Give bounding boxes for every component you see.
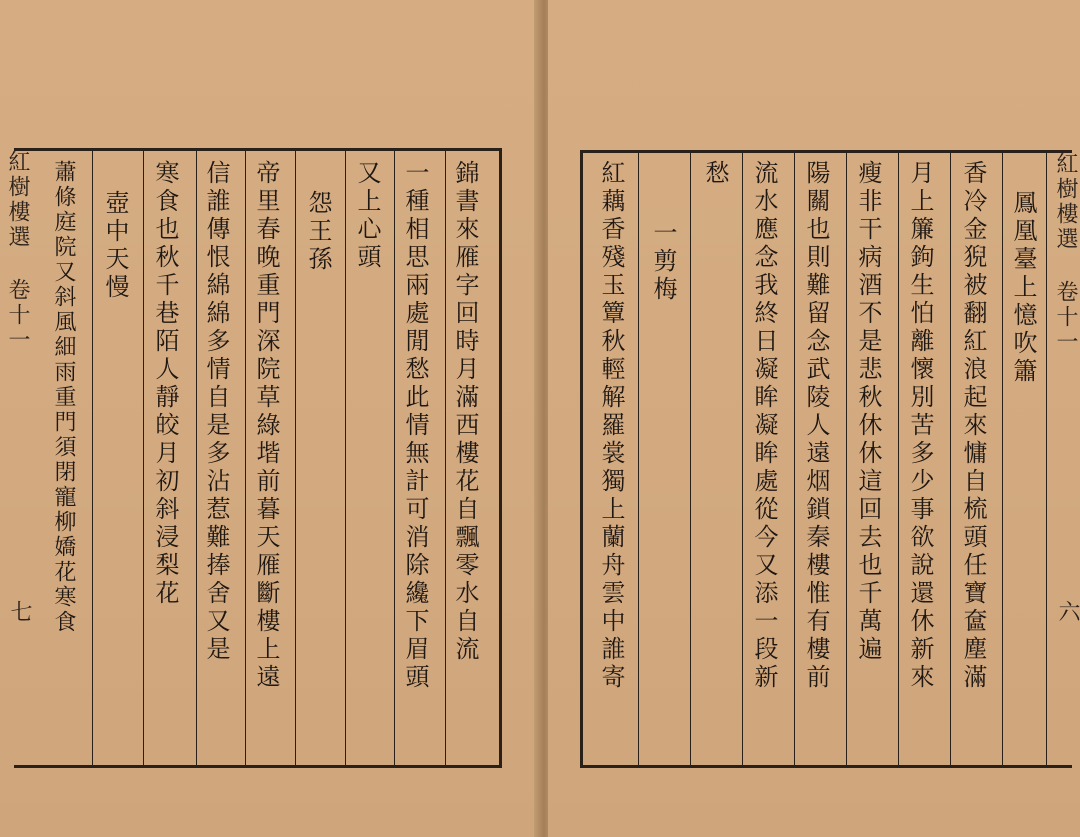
text-column: 愁 xyxy=(701,160,729,188)
column-rule xyxy=(950,153,951,765)
left-margin-title: 紅樹樓選 卷十一 xyxy=(5,150,30,353)
column-rule xyxy=(794,153,795,765)
column-rule xyxy=(638,153,639,765)
column-rule xyxy=(742,153,743,765)
column-rule xyxy=(898,153,899,765)
text-column: 蕭條庭院又斜風細雨重門須閉寵柳嬌花寒食 xyxy=(51,160,76,635)
text-column: 信誰傳恨綿綿多情自是多沾惹難捧舍又是 xyxy=(202,160,230,664)
column-rule xyxy=(196,150,197,766)
text-column: 紅藕香殘玉簟秋輕解羅裳獨上蘭舟雲中誰寄 xyxy=(597,160,625,692)
text-column: 寒食也秋千巷陌人靜皎月初斜浸梨花 xyxy=(151,160,179,608)
column-rule xyxy=(295,150,296,766)
column-rule xyxy=(1046,153,1047,765)
column-rule xyxy=(143,150,144,766)
text-column: 瘦非干病酒不是悲秋休休這回去也千萬遍 xyxy=(854,160,882,664)
poem-title: 鳳凰臺上憶吹簫 xyxy=(1009,190,1037,386)
column-rule xyxy=(690,153,691,765)
text-column: 又上心頭 xyxy=(353,160,381,272)
column-rule xyxy=(92,150,93,766)
column-rule xyxy=(1002,153,1003,765)
text-column: 流水應念我終日凝眸凝眸處從今又添一段新 xyxy=(750,160,778,692)
poem-title: 一剪梅 xyxy=(649,220,677,304)
text-column: 香冷金猊被翻紅浪起來慵自梳頭任寶奩塵滿 xyxy=(959,160,987,692)
text-column: 陽關也則難留念武陵人遠烟鎖秦樓惟有樓前 xyxy=(802,160,830,692)
right-margin-title: 紅樹樓選 卷十一 xyxy=(1053,152,1078,355)
text-column: 錦書來雁字回時月滿西樓花自飄零水自流 xyxy=(451,160,479,664)
poem-title: 怨王孫 xyxy=(304,190,332,274)
text-column: 一種相思兩處閒愁此情無計可消除纔下眉頭 xyxy=(401,160,429,692)
poem-title: 壺中天慢 xyxy=(101,190,129,302)
column-rule xyxy=(445,150,446,766)
column-rule xyxy=(394,150,395,766)
column-rule xyxy=(245,150,246,766)
text-column: 月上簾鉤生怕離懷別苦多少事欲說還休新來 xyxy=(906,160,934,692)
column-rule xyxy=(345,150,346,766)
left-folio-number: 七 xyxy=(7,600,32,625)
column-rule xyxy=(846,153,847,765)
right-folio-number: 六 xyxy=(1055,600,1080,625)
text-column: 帝里春晚重門深院草綠堦前暮天雁斷樓上遠 xyxy=(252,160,280,692)
